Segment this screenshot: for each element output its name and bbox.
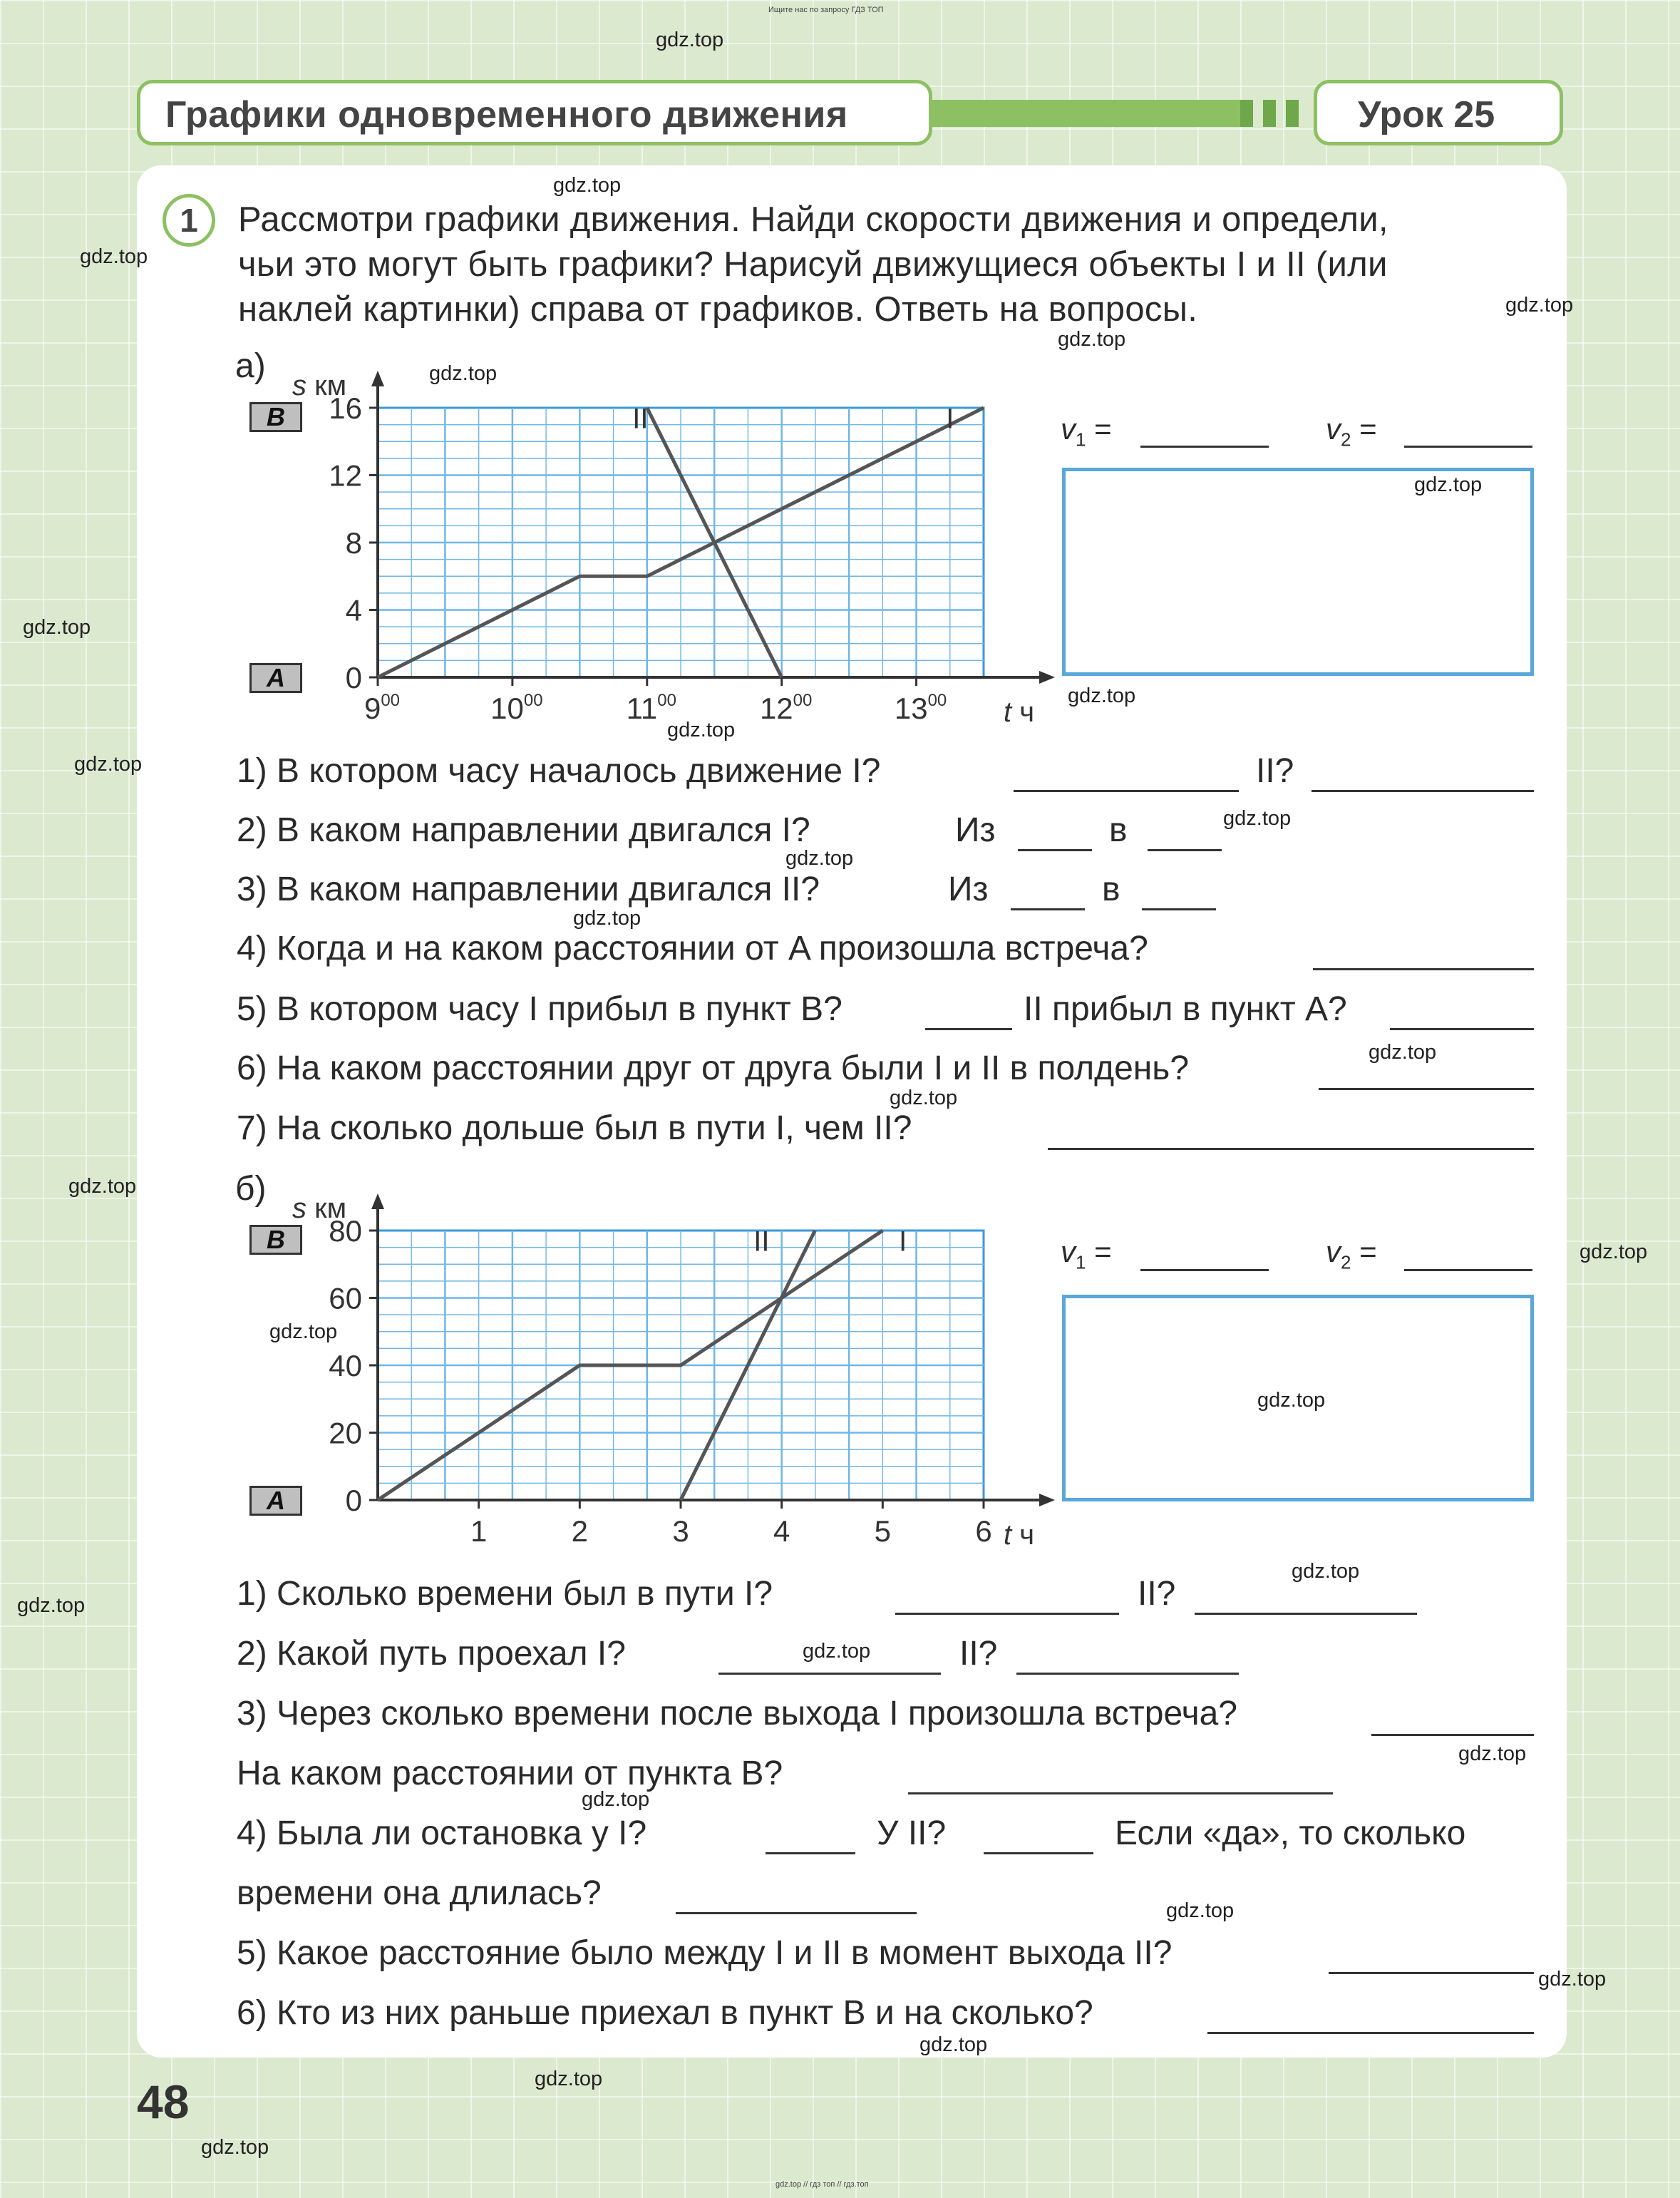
watermark: gdz.top [74,753,143,776]
watermark: gdz.top [919,2033,988,2056]
chart-series-label: I [899,1226,907,1258]
answer-a3-to[interactable] [1142,908,1216,910]
chart-series-label: II [632,403,649,435]
question-b1: 1) Сколько времени был в пути I? [237,1575,773,1613]
answer-b1-i[interactable] [895,1613,1119,1615]
watermark: gdz.top [553,174,622,197]
chart-series-label: II [753,1226,770,1258]
question-a4: 4) Когда и на каком расстоянии от A произошла встреча? [237,930,1148,967]
question-b6: 6) Кто из них раньше приехал в пункт B и на сколько? [237,1994,1093,2032]
chart-a [271,342,1069,741]
chart-x-tick-label: $12^{00}$ [759,691,813,725]
answer-a5-i[interactable] [925,1028,1012,1030]
answer-b4-ii[interactable] [984,1852,1093,1854]
chart-x-tick-label: $10^{00}$ [490,691,543,725]
question-a5-tail: II прибыл в пункт A? [1024,990,1347,1028]
chart-y-tick-label: 16 [329,391,362,425]
v2-blank-a[interactable] [1404,446,1532,448]
watermark: gdz.top [803,1640,871,1663]
watermark: gdz.top [573,907,641,930]
task-number: 1 [163,194,215,247]
answer-a1-i[interactable] [1014,790,1239,792]
chart-x-tick-label: $11^{00}$ [626,691,676,725]
watermark: gdz.top [890,1087,958,1109]
answer-a1-ii[interactable] [1311,790,1534,792]
chart-x-tick-label: $9^{00}$ [364,691,401,725]
question-b4-mid: У II? [877,1814,947,1852]
answer-a5-ii[interactable] [1390,1028,1534,1030]
task-line-2: чьи это могут быть графики? Нарисуй движущиеся объекты I и II (или [238,245,1388,284]
chart-x-tick-label: 5 [874,1514,892,1548]
watermark: gdz.top [1538,1968,1607,1991]
chart-y-arrow [371,371,384,386]
answer-a2-to[interactable] [1148,849,1222,851]
watermark: gdz.top [582,1788,650,1811]
point-b-label-b: B [249,1225,302,1255]
v2-label-a: $v_2$ = [1326,412,1377,451]
watermark: gdz.top [23,616,91,639]
point-a-label-a: A [249,663,302,693]
chart-series-label: I [946,403,954,435]
answer-b2-i[interactable] [718,1673,941,1675]
part-b-label: б) [235,1170,267,1208]
question-b4: 4) Была ли остановка у I? [237,1814,647,1852]
chart-y-tick-label: 20 [329,1416,362,1450]
chart-x-tick-label: 2 [571,1514,589,1548]
answer-a3-from[interactable] [1011,908,1085,910]
question-b3b: На каком расстоянии от пункта B? [237,1755,783,1792]
part-a-label: а) [235,347,266,385]
watermark: gdz.top [1058,328,1126,351]
question-b4-tail: Если «да», то сколько [1115,1814,1466,1852]
answer-b4-i[interactable] [766,1852,855,1854]
chart-y-axis-label: s км [292,370,347,401]
chart-x-axis-label: t ч [1004,697,1035,728]
question-b2: 2) Какой путь проехал I? [237,1635,626,1673]
chart-x-arrow [1039,671,1055,684]
question-a7: 7) На сколько дольше был в пути I, чем II? [237,1109,912,1147]
bottom-note: gdz.top // гдз топ // гдз.топ [775,2180,869,2189]
watermark: gdz.top [1579,1241,1648,1263]
watermark: gdz.top [656,29,724,51]
chart-y-tick-label: 4 [345,593,362,627]
watermark: gdz.top [1458,1742,1527,1765]
v2-blank-b[interactable] [1404,1269,1532,1271]
question-a3-to: в [1102,871,1120,908]
watermark: gdz.top [1068,684,1136,707]
question-b2-tail: II? [959,1635,998,1673]
watermark: gdz.top [1414,473,1483,496]
watermark: gdz.top [68,1175,137,1198]
watermark: gdz.top [80,245,148,268]
answer-b5[interactable] [1329,1972,1534,1974]
page-number: 48 [137,2075,190,2128]
question-a6: 6) На каком расстоянии друг от друга были I и II в полдень? [237,1049,1190,1087]
watermark: gdz.top [1369,1041,1437,1064]
watermark: gdz.top [1505,294,1574,317]
chart-y-tick-label: 0 [345,661,362,694]
question-b1-tail: II? [1138,1575,1176,1613]
question-b3: 3) Через сколько времени после выхода I произошла встреча? [237,1695,1237,1732]
chart-y-tick-label: 80 [329,1214,362,1248]
watermark: gdz.top [535,2068,603,2090]
question-b5: 5) Какое расстояние было между I и II в момент выхода II? [237,1934,1173,1972]
question-a3-from: Из [948,871,989,908]
chart-y-tick-label: 0 [345,1484,362,1517]
page-title: Графики одновременного движения [165,94,848,135]
watermark: gdz.top [17,1594,86,1617]
answer-b1-ii[interactable] [1195,1613,1417,1615]
answer-b3b[interactable] [908,1792,1333,1794]
title-decor-bar [931,100,1244,127]
watermark: gdz.top [667,719,736,741]
chart-x-axis-label: t ч [1004,1519,1035,1551]
chart-x-tick-label: 1 [470,1514,488,1548]
answer-b3[interactable] [1371,1734,1534,1736]
v1-blank-b[interactable] [1140,1269,1269,1271]
task-line-1: Рассмотри графики движения. Найди скорости движения и определи, [238,200,1388,239]
watermark: gdz.top [1223,807,1292,830]
task-line-3: наклей картинки) справа от графиков. Ответь на вопросы. [238,290,1198,329]
watermark: gdz.top [201,2136,269,2159]
chart-x-arrow [1039,1494,1055,1506]
chart-y-tick-label: 8 [345,526,362,560]
chart-b [271,1165,1069,1564]
watermark: gdz.top [1257,1389,1326,1412]
question-a2-from: Из [955,811,996,849]
question-b4b: времени она длилась? [237,1874,602,1912]
chart-x-tick-label: 6 [975,1514,992,1548]
watermark: gdz.top [1166,1899,1235,1922]
question-a3: 3) В каком направлении двигался II? [237,871,820,908]
v1-label-b: $v_1$ = [1061,1235,1112,1273]
chart-y-tick-label: 12 [329,458,362,493]
chart-y-arrow [371,1193,384,1209]
chart-y-axis-label: s км [292,1193,347,1224]
point-b-label-a: B [249,402,302,432]
answer-a6[interactable] [1319,1088,1534,1090]
watermark: gdz.top [785,847,854,870]
v1-blank-a[interactable] [1140,446,1269,448]
answer-b2-ii[interactable] [1016,1673,1239,1675]
answer-a4[interactable] [1313,968,1534,970]
question-a5: 5) В котором часу I прибыл в пункт B? [237,990,842,1028]
answer-a2-from[interactable] [1018,849,1092,851]
question-a1: 1) В котором часу началось движение I? [237,752,881,790]
answer-b6[interactable] [1207,2032,1534,2034]
watermark: gdz.top [429,362,498,385]
question-a1-tail: II? [1256,752,1294,790]
answer-b4b[interactable] [676,1912,917,1914]
lesson-number: Урок 25 [1358,94,1495,135]
drawing-box-a[interactable] [1062,468,1534,676]
question-a2: 2) В каком направлении двигался I? [237,811,810,849]
v1-label-a: $v_1$ = [1061,412,1112,451]
watermark: gdz.top [1292,1560,1360,1583]
chart-x-tick-label: 4 [773,1514,790,1548]
point-a-label-b: A [249,1486,302,1516]
watermark: gdz.top [269,1320,338,1343]
chart-y-tick-label: 60 [329,1281,362,1315]
chart-y-tick-label: 40 [329,1349,362,1382]
title-decor-stripes [1240,100,1311,127]
top-note: Ищите нас по запросу ГДЗ ТОП [768,6,884,14]
v2-label-b: $v_2$ = [1326,1235,1377,1273]
chart-x-tick-label: $13^{00}$ [894,691,947,725]
question-a2-to: в [1109,811,1128,849]
chart-x-tick-label: 3 [672,1514,689,1548]
answer-a7[interactable] [1048,1148,1534,1150]
